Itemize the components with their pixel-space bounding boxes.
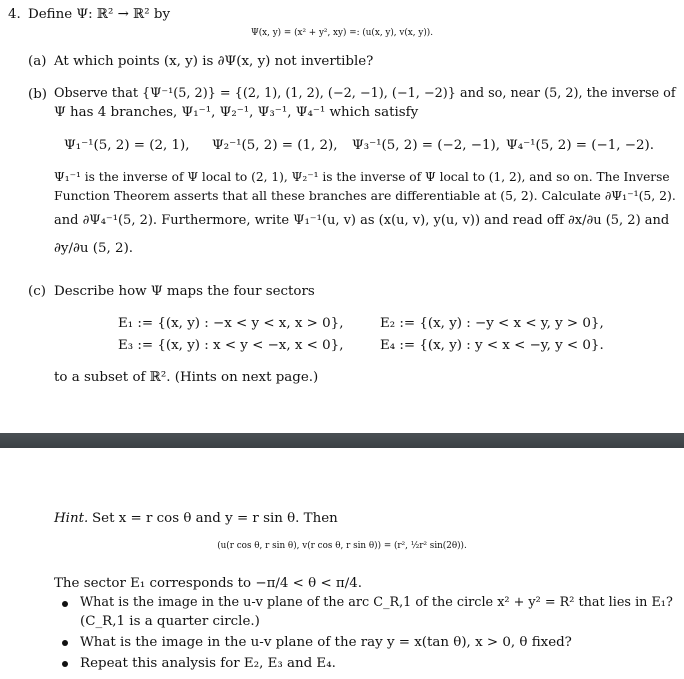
hint-bullet-2: What is the image in the u-v plane of the ray y = x(tan θ), x > 0, θ fixed? bbox=[80, 635, 572, 650]
part-c-label: (c) bbox=[28, 284, 46, 299]
branch-value-1: Ψ₁⁻¹(5, 2) = (2, 1), bbox=[64, 138, 190, 153]
sector-e3: E₃ := {(x, y) : x < y < −x, x < 0}, bbox=[118, 338, 344, 353]
branch-value-2: Ψ₂⁻¹(5, 2) = (1, 2), bbox=[212, 138, 338, 153]
problem-intro: Define Ψ: ℝ² → ℝ² by bbox=[28, 7, 171, 22]
hint-bullet-1: What is the image in the u-v plane of the arc C_R,1 of the circle x² + y² = R² that lies in E₁? bbox=[80, 595, 673, 610]
sector-e1: E₁ := {(x, y) : −x < y < x, x > 0}, bbox=[118, 316, 344, 331]
sector-e2: E₂ := {(x, y) : −y < x < y, y > 0}, bbox=[380, 316, 604, 331]
sector-e4: E₄ := {(x, y) : y < x < −y, y < 0}. bbox=[380, 338, 604, 353]
branch-value-3: Ψ₃⁻¹(5, 2) = (−2, −1), bbox=[352, 138, 500, 153]
hint-bullet-1-continued: (C_R,1 is a quarter circle.) bbox=[80, 614, 260, 629]
bullet-dot bbox=[62, 640, 68, 646]
part-a-label: (a) bbox=[28, 54, 47, 69]
part-c-text: Describe how Ψ maps the four sectors bbox=[54, 284, 315, 299]
page-divider bbox=[0, 433, 684, 448]
part-c-closing: to a subset of ℝ². (Hints on next page.) bbox=[54, 370, 319, 385]
hint-bullet-3: Repeat this analysis for E₂, E₃ and E₄. bbox=[80, 656, 336, 671]
part-b-line-6: ∂y/∂u (5, 2). bbox=[54, 241, 134, 256]
part-a-text: At which points (x, y) is ∂Ψ(x, y) not invertible? bbox=[54, 54, 374, 69]
hint-equation: (u(r cos θ, r sin θ), v(r cos θ, r sin θ)) = (r², ½r² sin(2θ)). bbox=[217, 541, 467, 551]
part-b-line-2: Ψ has 4 branches, Ψ₁⁻¹, Ψ₂⁻¹, Ψ₃⁻¹, Ψ₄⁻¹ which satisfy bbox=[54, 105, 419, 120]
definition-equation: Ψ(x, y) = (x² + y², xy) =: (u(x, y), v(x, y)). bbox=[251, 28, 433, 38]
branch-value-4: Ψ₄⁻¹(5, 2) = (−1, −2). bbox=[506, 138, 654, 153]
hint-label: Hint. bbox=[54, 511, 89, 526]
part-b-line-5: and ∂Ψ₄⁻¹(5, 2). Furthermore, write Ψ₁⁻¹(u, v) as (x(u, v), y(u, v)) and read off ∂x/∂u (5, 2) and bbox=[54, 213, 670, 228]
hint-intro: Set x = r cos θ and y = r sin θ. Then bbox=[92, 511, 338, 526]
part-b-line-3: Ψ₁⁻¹ is the inverse of Ψ local to (2, 1), Ψ₂⁻¹ is the inverse of Ψ local to (1, 2), and so on. The Inverse bbox=[54, 170, 670, 184]
part-b-line-4: Function Theorem asserts that all these branches are differentiable at (5, 2). Calculate ∂Ψ₁⁻¹(5, 2). bbox=[54, 188, 676, 203]
hint-sector-line: The sector E₁ corresponds to −π/4 < θ < π/4. bbox=[54, 576, 363, 591]
bullet-dot bbox=[62, 661, 68, 667]
part-b-label: (b) bbox=[28, 87, 48, 102]
part-b-line-1: Observe that {Ψ⁻¹(5, 2)} = {(2, 1), (1, 2), (−2, −1), (−1, −2)} and so, near (5, 2), the inverse of bbox=[54, 86, 676, 101]
problem-number: 4. bbox=[8, 7, 21, 22]
bullet-dot bbox=[62, 601, 68, 607]
